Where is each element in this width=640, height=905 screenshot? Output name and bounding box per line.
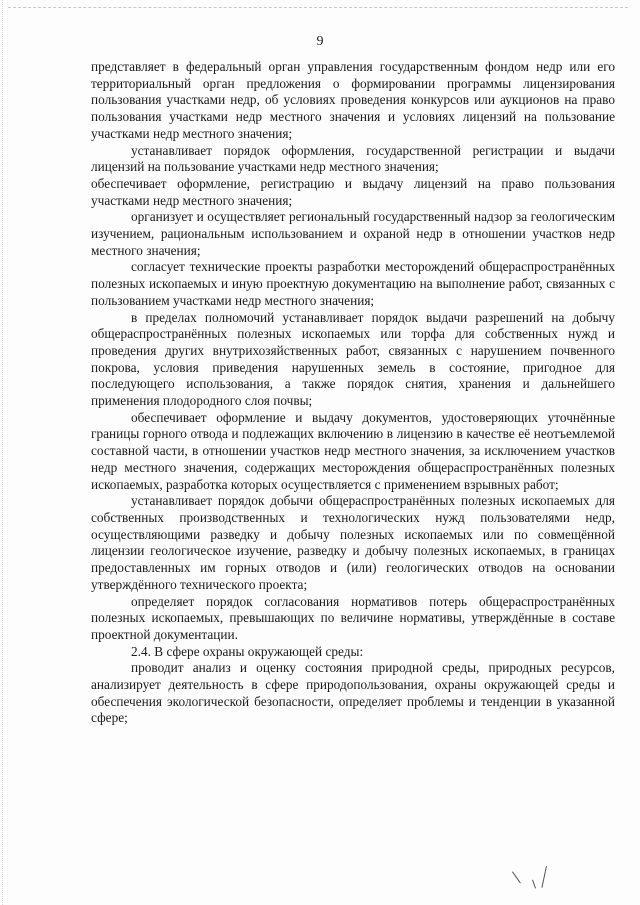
paragraph-license-registration: обеспечивает оформление, регистрацию и выдачу лицензий на право пользования участками недр местного значения; <box>91 175 615 208</box>
handwritten-tick-mark <box>541 866 547 888</box>
paragraph-mining-allotment: обеспечивает оформление и выдачу документов, удостоверяющих уточнённые границы горного отвода и подлежащих включению в лицензию в качестве её неотъемлемой составной части, в отношении участков недр местного значения, за исключением участков недр местного значения, содержащих месторождения общераспространённых полезных ископаемых, разработка которых осуществляется с применением взрывных работ; <box>91 409 615 492</box>
paragraph-loss-standards: определяет порядок согласования нормативов потерь общераспространённых полезных ископаемых, превышающих по величине нормативы, утверждённые в составе проектной документации. <box>91 593 615 642</box>
paragraph-environment-analysis: проводит анализ и оценку состояния природной среды, природных ресурсов, анализирует деятельность в сфере природопользования, охраны окружающей среды и обеспечения экологической безопасности, определяет проблемы и тенденции в указанной сфере; <box>91 660 615 726</box>
paragraph-license-procedure: устанавливает порядок оформления, государственной регистрации и выдачи лицензий на пользование участками недр местного значения; <box>91 142 615 175</box>
page-number: 9 <box>316 34 324 49</box>
section-heading-environment: 2.4. В сфере охраны окружающей среды: <box>131 643 364 659</box>
handwritten-tick-mark <box>532 880 536 889</box>
scan-edge-left <box>2 0 3 905</box>
paragraph-federal-proposals: представляет в федеральный орган управления государственным фондом недр или его территориальный орган предложения о формировании программы лицензирования пользования участками недр, об условиях проведения конкурсов или аукционов на право пользования участками недр местного значения и условиях лицензий на пользование участками недр местного значения; <box>91 59 615 141</box>
document-body <box>91 59 615 727</box>
paragraph-technical-projects: согласует технические проекты разработки месторождений общераспространённых полезных ископаемых и иную проектную документацию на выполнение работ, связанных с пользованием участками недр местного значения; <box>91 259 615 308</box>
paragraph-extraction-procedure: устанавливает порядок добычи общераспространённых полезных ископаемых для собственных производственных и технологических нужд пользователями недр, осуществляющими разведку и добычу полезных ископаемых или по совмещённой лицензии геологическое изучение, разведку и добычу полезных ископаемых, в границах предоставленных им горных отводов и (или) геологических отводов на основании утверждённого технического проекта; <box>91 493 615 592</box>
paragraph-extraction-permits: в пределах полномочий устанавливает порядок выдачи разрешений на добычу общераспространённых полезных ископаемых или торфа для собственных нужд и проведения других внутрихозяйственных работ, связанных с нарушением почвенного покрова, условия приведения нарушенных земель в состояние, пригодное для последующего использования, а также порядок снятия, хранения и дальнейшего применения плодородного слоя почвы; <box>91 309 615 409</box>
paragraph-regional-supervision: организует и осуществляет региональный государственный надзор за геологическим изучением, рациональным использованием и охраной недр в отношении участков недр местного значения; <box>91 209 615 258</box>
scan-edge-top <box>8 7 628 8</box>
handwritten-tick-mark <box>512 871 521 883</box>
